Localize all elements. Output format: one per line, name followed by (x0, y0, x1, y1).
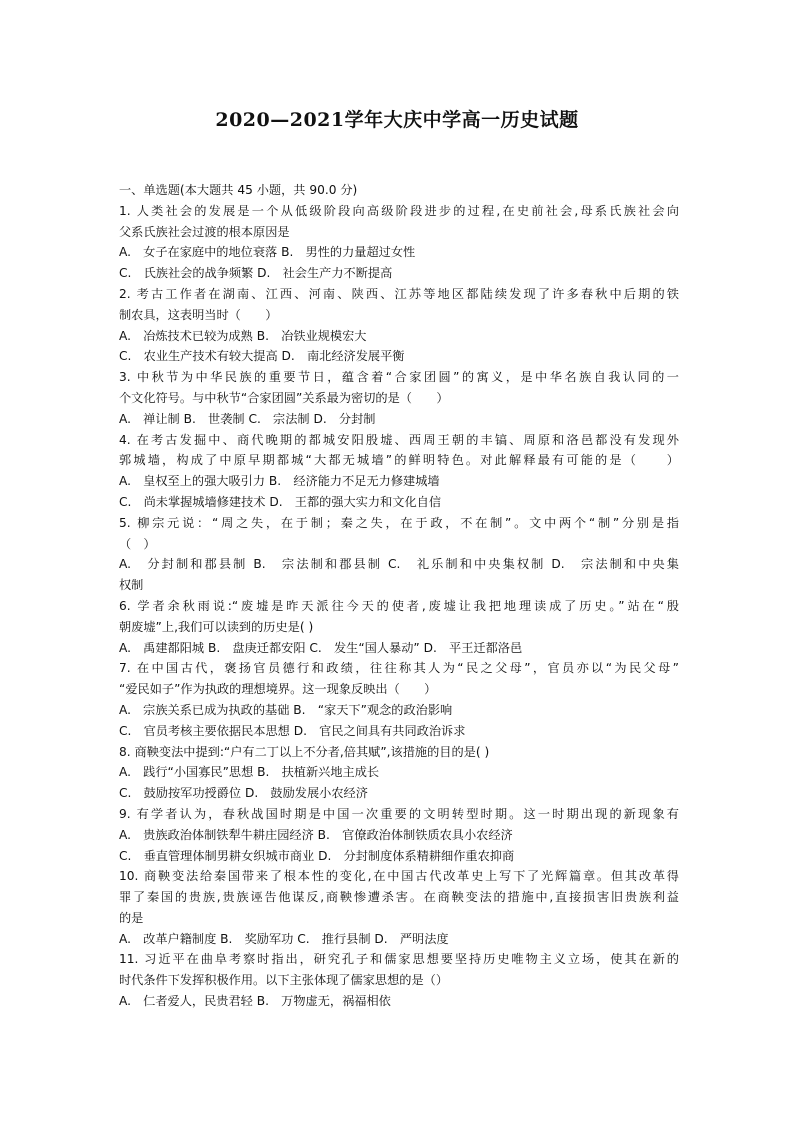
question-6-stem-cont: 朝废墟”上,我们可以读到的历史是( ) (119, 619, 314, 634)
question-5-stem: 5. 柳宗元说：“周之失，在于制；秦之失，在于政，不在制”。文中两个“制”分别是指 (119, 515, 679, 530)
question-8-stem: 8. 商鞅变法中提到:“户有二丁以上不分者,倍其赋”,该措施的目的是( ) (119, 744, 490, 759)
question-9-options-cd: C. 垂直管理体制男耕女织城市商业 D. 分封制度体系精耕细作重农抑商 (119, 848, 515, 863)
section-heading: 一、单选题(本大题共 45 小题，共 90.0 分) (119, 183, 358, 197)
question-9-stem: 9. 有学者认为，春秋战国时期是中国一次重要的文明转型时期。这一时期出现的新现象有 (119, 806, 679, 821)
question-7-stem: 7. 在中国古代，褒扬官员德行和政绩，往往称其人为“民之父母”，官员亦以“为民父母” (119, 661, 679, 676)
question-5-options: A. 分封制和郡县制 B. 宗法制和郡县制 C. 礼乐制和中央集权制 D. 宗法制和中央集 (119, 557, 679, 572)
question-7-stem-cont: “爱民如子”作为执政的理想境界。这一现象反映出（ ） (119, 682, 437, 697)
question-2-stem-cont: 制农具，这表明当时（ ） (119, 307, 278, 322)
question-7-options-cd: C. 官员考核主要依据民本思想 D. 官民之间具有共同政治诉求 (119, 723, 466, 738)
question-11-options-ab: A. 仁者爱人，民贵君轻 B. 万物虚无，祸福相依 (119, 994, 391, 1009)
question-1-options-cd: C. 氏族社会的战争频繁 D. 社会生产力不断提高 (119, 266, 393, 281)
question-4-options-cd: C. 尚未掌握城墙修建技术 D. 王都的强大实力和文化自信 (119, 494, 442, 509)
question-2-stem: 2. 考古工作者在湖南、江西、河南、陕西、江苏等地区都陆续发现了许多春秋中后期的铁 (119, 286, 679, 301)
question-9-options-ab: A. 贵族政治体制铁犁牛耕庄园经济 B. 官僚政治体制铁质农具小农经济 (119, 827, 513, 842)
question-1-options-ab: A. 女子在家庭中的地位衰落 B. 男性的力量超过女性 (119, 245, 416, 260)
question-6-options: A. 禹建都阳城 B. 盘庚迁都安阳 C. 发生“国人暴动” D. 平王迁都洛邑 (119, 640, 523, 655)
question-3-options: A. 禅让制 B. 世袭制 C. 宗法制 D. 分封制 (119, 411, 376, 426)
question-2-options-ab: A. 冶炼技术已较为成熟 B. 冶铁业规模宏大 (119, 328, 367, 343)
question-3-stem: 3. 中秋节为中华民族的重要节日，蕴含着“合家团圆”的寓义，是中华名族自我认同的一 (119, 370, 679, 385)
question-8-options-cd: C. 鼓励按军功授爵位 D. 鼓励发展小农经济 (119, 786, 368, 801)
question-4-stem-cont: 郭城墙，构成了中原早期都城“大都无城墙”的鲜明特色。对此解释最有可能的是（ ） (119, 453, 679, 468)
question-10-stem-end: 的是 (119, 910, 144, 925)
question-5-options-cont: 权制 (119, 578, 144, 593)
question-6-stem: 6. 学者余秋雨说:“废墟是昨天派往今天的使者,废墟让我把地理读成了历史。”站在“殷 (119, 598, 679, 613)
question-2-options-cd: C. 农业生产技术有较大提高 D. 南北经济发展平衡 (119, 349, 405, 364)
page-title: 2020—2021学年大庆中学高一历史试题 (215, 109, 579, 131)
question-7-options-ab: A. 宗族关系已成为执政的基础 B. “家天下”观念的政治影响 (119, 702, 453, 717)
question-1-stem: 1. 人类社会的发展是一个从低级阶段向高级阶段进步的过程,在史前社会,母系氏族社会向 (119, 203, 679, 218)
question-10-options: A. 改革户籍制度 B. 奖励军功 C. 推行县制 D. 严明法度 (119, 931, 449, 946)
question-4-options-ab: A. 皇权至上的强大吸引力 B. 经济能力不足无力修建城墙 (119, 474, 440, 489)
question-3-stem-cont: 个文化符号。与中秋节“合家团圆”关系最为密切的是（ ） (119, 390, 449, 405)
question-10-stem: 10. 商鞅变法给秦国带来了根本性的变化,在中国古代改革史上写下了光辉篇章。但其改革得 (119, 869, 679, 884)
question-5-stem-cont: （ ） (119, 536, 156, 551)
question-8-options-ab: A. 践行“小国寡民”思想 B. 扶植新兴地主成长 (119, 765, 380, 780)
question-4-stem: 4. 在考古发掘中、商代晚期的都城安阳殷墟、西周王朝的丰镐、周原和洛邑都没有发现外 (119, 432, 679, 447)
exam-content (119, 180, 679, 1012)
question-10-stem-cont: 罪了秦国的贵族,贵族诬告他谋反,商鞅惨遭杀害。在商鞅变法的措施中,直接损害旧贵族利益 (119, 890, 679, 905)
question-11-stem-cont: 时代条件下发挥积极作用。以下主张体现了儒家思想的是（） (119, 973, 449, 988)
question-11-stem: 11. 习近平在曲阜考察时指出，研究孔子和儒家思想要坚持历史唯物主义立场，使其在新的 (119, 952, 679, 967)
question-1-stem-cont: 父系氏族社会过渡的根本原因是 (119, 224, 290, 239)
